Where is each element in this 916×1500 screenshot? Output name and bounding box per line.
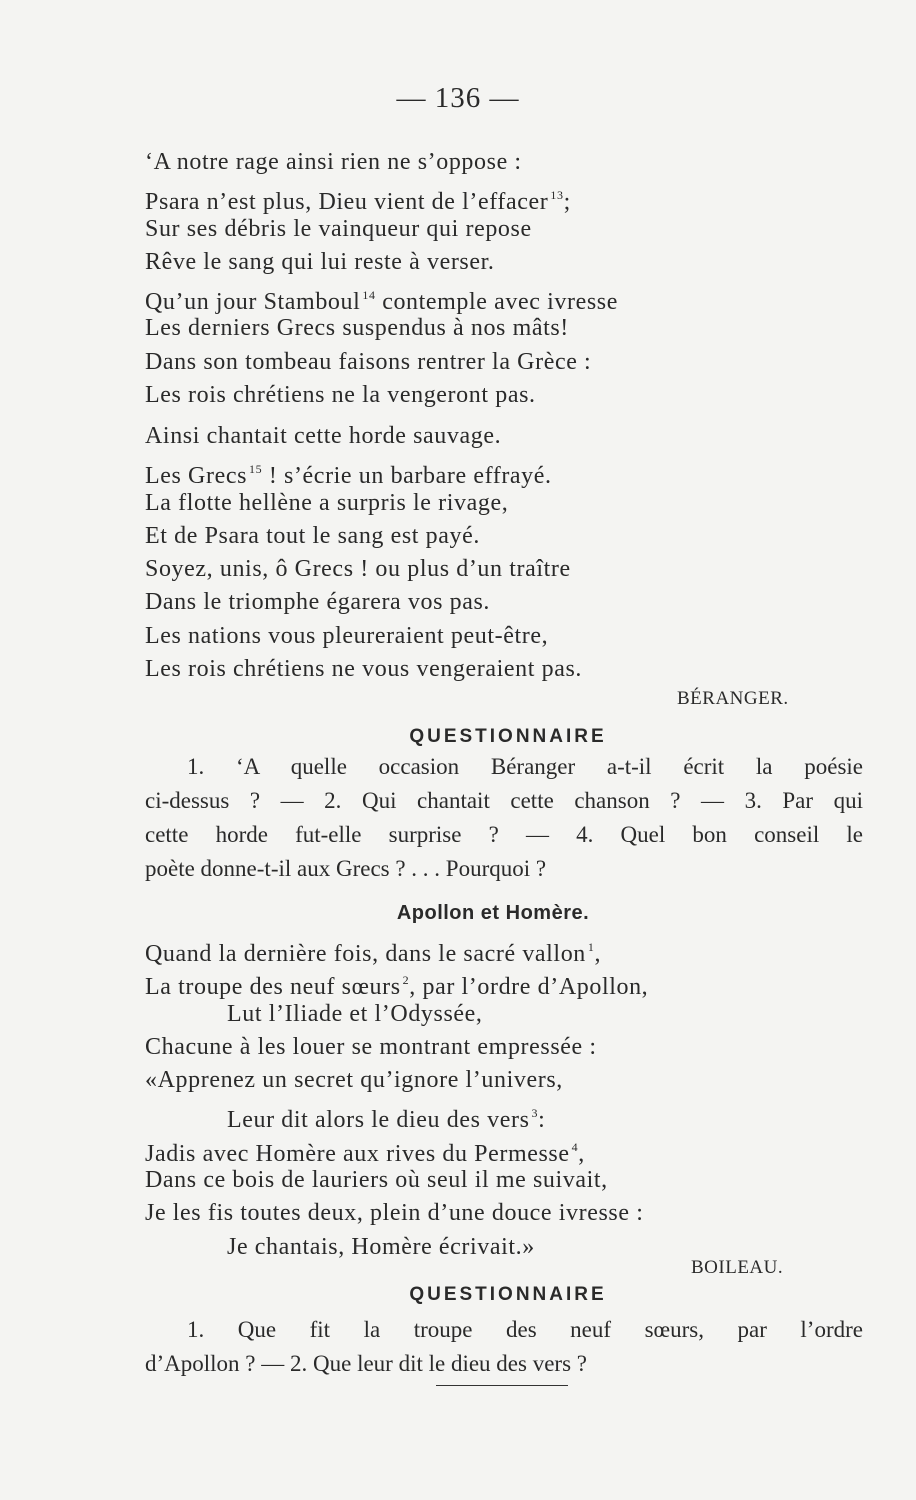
footnote-ref: 2 [402,973,410,988]
verse-line: Les rois chrétiens ne la vengeront pas. [145,382,536,409]
question-line: poète donne-t-il aux Grecs ? . . . Pourquoi ? [145,856,547,881]
verse-line: La flotte hellène a surpris le rivage, [145,489,509,516]
verse-line: La troupe des neuf sœurs $^2$, par l’ordre d’Apollon, [145,973,649,1001]
poem-apollon-homere [145,931,865,1264]
page-number: — 136 — [396,82,520,114]
author-boileau: BOILEAU. [691,1257,784,1278]
verse-line: Jadis avec Homère aux rives du Permesse $^4$, [145,1139,585,1167]
verse-line: Dans ce bois de lauriers où seul il me suivait, [145,1167,608,1194]
question-line: d’Apollon ? — 2. Que leur dit le dieu des vers ? [145,1351,587,1376]
poem-stanza-1 [145,146,865,412]
verse-line: Je les fis toutes deux, plein d’une douce ivresse : [145,1200,644,1227]
question-line: cette horde fut-elle surprise ? — 4. Quel bon conseil le [145,822,863,847]
question-line: 1. ‘A quelle occasion Béranger a-t-il écrit la poésie [187,754,863,779]
verse-line: Soyez, unis, ô Grecs ! ou plus d’un traître [145,556,571,583]
poem-title: Apollon et Homère. [396,902,590,924]
verse-line: Les derniers Grecs suspendus à nos mâts! [145,315,569,342]
verse-line: Qu’un jour Stamboul $^{14}$ contemple avec ivresse [145,288,618,316]
verse-line: Les Grecs $^{15}$ ! s’écrie un barbare effrayé. [145,462,552,490]
verse-line: Psara n’est plus, Dieu vient de l’effacer $^{13}$; [145,188,571,216]
verse-line: Et de Psara tout le sang est payé. [145,522,480,549]
verse-line: Quand la dernière fois, dans le sacré vallon $^1$, [145,940,602,967]
verse-line: Chacune à les louer se montrant empressée : [145,1033,597,1060]
verse-line: ‘A notre rage ainsi rien ne s’oppose : [145,149,522,175]
question-line: 1. Que fit la troupe des neuf sœurs, par l’ordre [187,1317,863,1342]
verse-line: Dans le triomphe égarera vos pas. [145,589,491,616]
footnote-ref: 13 [550,188,564,203]
footnote-ref: 15 [249,462,263,477]
end-rule [436,1385,568,1386]
question-line: ci-dessus ? — 2. Qui chantait cette chanson ? — 3. Par qui [145,788,863,813]
verse-line: Sur ses débris le vainqueur qui repose [145,215,532,242]
footnote-ref: 4 [571,1139,579,1154]
footnote-ref: 14 [362,288,376,303]
verse-line: Rêve le sang qui lui reste à verser. [145,248,495,275]
verse-line: Je chantais, Homère écrivait.» [227,1233,535,1260]
poem-stanza-2 [145,420,865,686]
verse-line: Les rois chrétiens ne vous vengeraient pas. [145,656,582,683]
verse-line: Leur dit alors le dieu des vers $^3$: [227,1106,546,1134]
verse-line: «Apprenez un secret qu’ignore l’univers, [145,1067,563,1094]
footnote-ref: 1 [587,940,595,954]
verse-line: Dans son tombeau faisons rentrer la Grèce : [145,348,592,375]
questionnaire-title-2: QUESTIONNAIRE [409,1284,607,1305]
questionnaire-text [145,750,863,886]
verse-line: Les nations vous pleureraient peut-être, [145,622,549,649]
footnote-ref: 3 [531,1106,539,1121]
author-beranger: BÉRANGER. [677,688,789,709]
questionnaire-title: QUESTIONNAIRE [409,726,607,747]
verse-line: Lut l’Iliade et l’Odyssée, [227,1000,483,1027]
questionnaire-text-2 [145,1313,863,1381]
verse-line: Ainsi chantait cette horde sauvage. [145,423,502,449]
